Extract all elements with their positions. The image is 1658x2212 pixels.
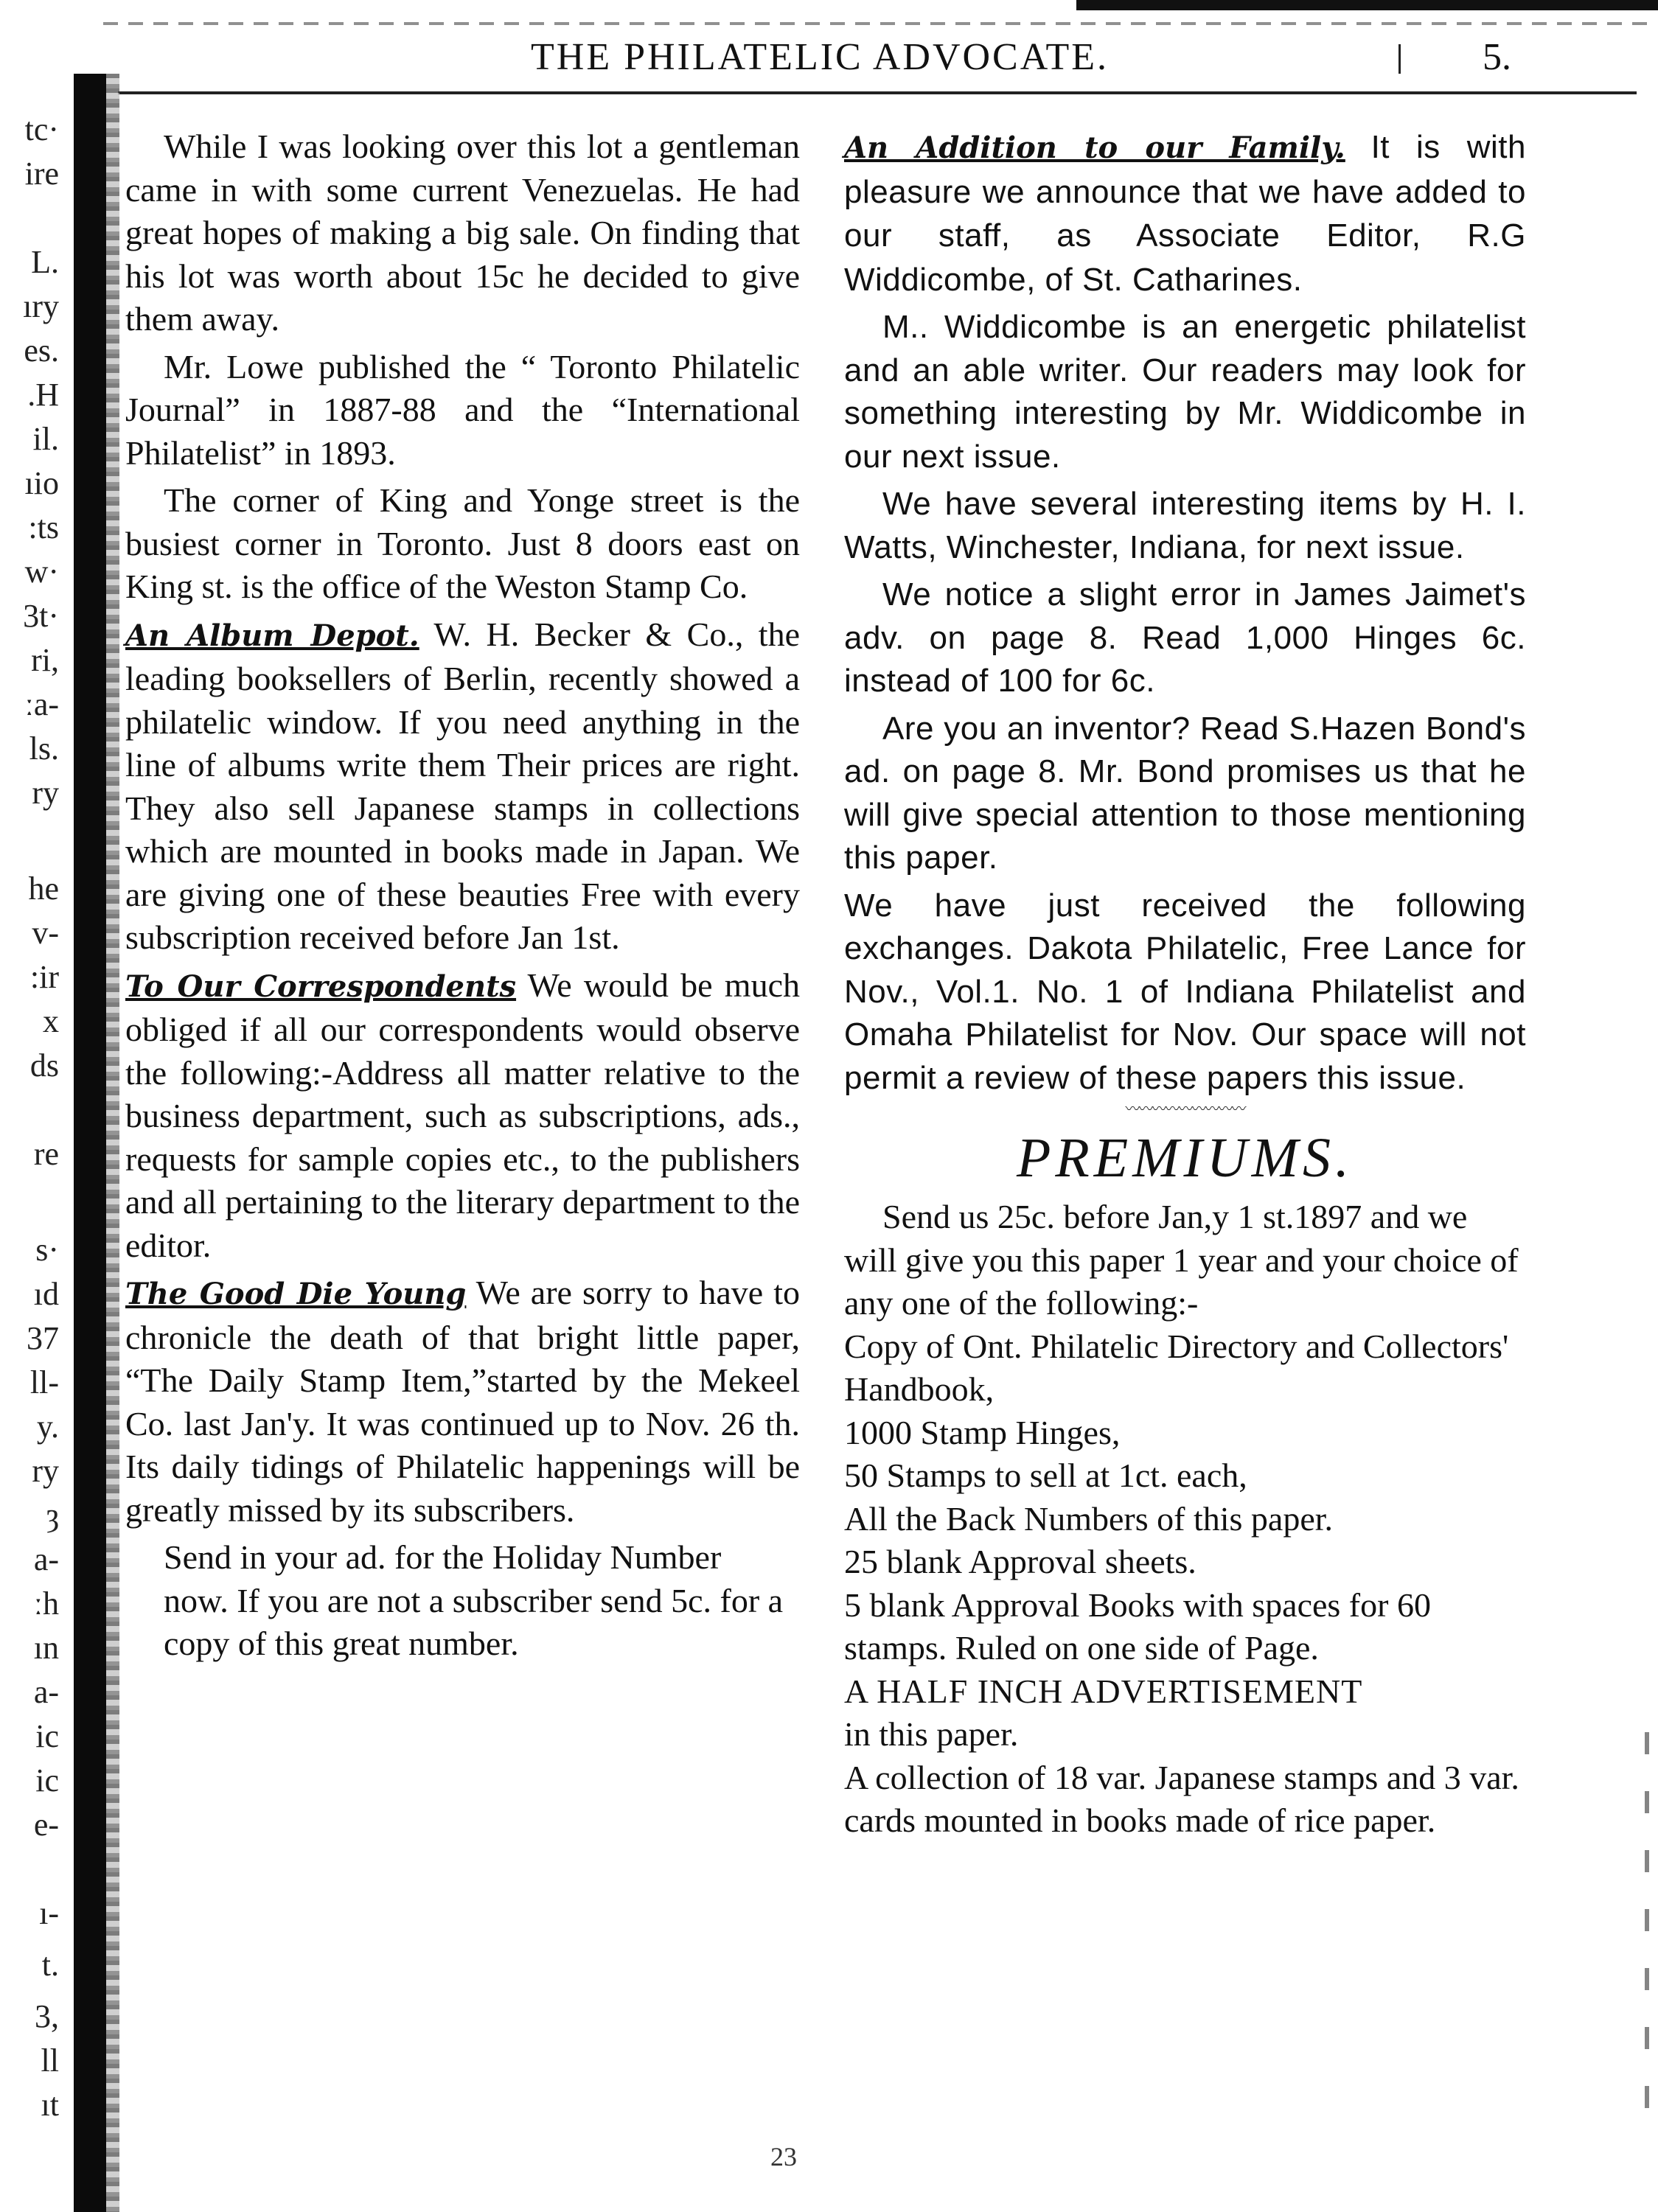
gutter-fragment: e-: [33, 1807, 59, 1843]
gutter-fragment: s·: [35, 1232, 59, 1268]
sidehead-addition: An Addition to our Family.: [844, 130, 1345, 165]
gutter-fragment: ll-: [29, 1364, 59, 1400]
gutter-fragment: :ir: [29, 959, 59, 995]
gutter-fragment: x: [43, 1003, 59, 1039]
gutter-fragment: il.: [32, 421, 59, 457]
gutter-fragment: re: [33, 1136, 59, 1172]
gutter-fragment: ic: [35, 1762, 59, 1798]
premium-item: Copy of Ont. Philatelic Directory and Collectors' Handbook,: [844, 1327, 1509, 1408]
premium-item: 50 Stamps to sell at 1ct. each,: [844, 1456, 1247, 1494]
item-good-die-young: [125, 1271, 800, 1532]
gutter-fragment: v-: [32, 915, 59, 951]
good-die-young-text: We are sorry to have to chronicle the death of that bright little paper, “The Daily Stamp Item,”started by the Mekeel Co. last Jan'y. It was continued up to Nov. 26 th. Its daily tidings of Philatelic happenings will be greatly missed by its subscribers.: [125, 1274, 800, 1529]
gutter-fragment: :ts: [28, 509, 59, 545]
gutter-fragment: t.: [41, 1947, 59, 1983]
gutter-fragment: ıd: [33, 1276, 59, 1312]
gutter-fragment: ıio: [24, 465, 59, 501]
premiums-intro: Send us 25c. before Jan,y 1 st.1897 and we will give you this paper 1 year and your choice of any one of the following:-: [844, 1198, 1519, 1322]
gutter-fragment: 3t·: [23, 598, 59, 634]
left-column: [125, 125, 800, 1670]
paragraph-inventor: Are you an inventor? Read S.Hazen Bond's ad. on page 8. Mr. Bond promises us that he will give special attention to those mentioning this paper.: [844, 710, 1526, 876]
album-depot-text: W. H. Becker & Co., the leading booksellers of Berlin, recently showed a philatelic window. If you need anything in the line of albums write them Their prices are right. They also sell Japanese stamps in collections which are mounted in books made in Japan. We are giving one of these beauties Free with every subscription received before Jan 1st.: [125, 615, 801, 956]
sidehead-correspondents: To Our Correspondents: [125, 969, 517, 1004]
footer-mark: 23: [770, 2142, 797, 2171]
gutter-fragment: 37: [27, 1320, 59, 1356]
item-album-depot: [125, 613, 800, 960]
page-header: [118, 35, 1637, 102]
item-correspondents: [125, 964, 800, 1268]
holiday-notice: Send in your ad. for the Holiday Number now. If you are not a subscriber send 5c. for a copy of this great number.: [164, 1538, 784, 1662]
header-rule: [118, 91, 1637, 94]
correspondents-text: We would be much obliged if all our correspondents would observe the following:-Address all matter relative to the business department, such as subscriptions, ads., requests for sample copies etc., to the publishers and all pertaining to the literary department to the editor.: [125, 966, 800, 1264]
gutter-fragment: ry: [32, 1453, 59, 1489]
premium-item: 25 blank Approval sheets.: [844, 1543, 1197, 1580]
gutter-fragment: ls.: [29, 730, 59, 767]
sidehead-album-depot: An Album Depot.: [125, 618, 419, 653]
premiums-heading: PREMIUMS.: [1016, 1127, 1354, 1189]
gutter-fragment: ıt: [41, 2087, 59, 2123]
gutter-fragment: L.: [31, 244, 59, 280]
premium-item-last: A collection of 18 var. Japanese stamps and 3 var. cards mounted in books made of rice paper.: [844, 1758, 1519, 1839]
gutter-fragment: ın: [33, 1630, 59, 1666]
paragraph-lowe: Mr. Lowe published the “ Toronto Philatelic Journal” in 1887-88 and the “International Philatelist” in 1893.: [125, 347, 800, 472]
gutter-fragment: ry: [32, 775, 59, 811]
item-addition: [844, 125, 1526, 301]
top-dotted-rule: [103, 22, 1651, 25]
gutter-fragment: tc·: [24, 111, 59, 147]
binding-edge: [74, 74, 106, 2212]
gutter-fragment: ıry: [23, 288, 59, 324]
gutter-fragment: a-: [33, 1541, 59, 1577]
page-number: 5.: [1483, 36, 1511, 78]
right-column: [844, 125, 1526, 1843]
sidehead-good-die-young: The Good Die Young: [125, 1277, 467, 1311]
gutter-fragment: .H: [27, 377, 59, 413]
premiums-section: [844, 1125, 1526, 1843]
premium-half-inch-ad-tail: in this paper.: [844, 1715, 1019, 1753]
paragraph-watts: We have several interesting items by H. I. Watts, Winchester, Indiana, for next issue.: [844, 486, 1526, 565]
paragraph-king-yonge: The corner of King and Yonge street is the busiest corner in Toronto. Just 8 doors east on King st. is the office of the Weston Stamp Co.: [125, 481, 800, 605]
gutter-fragment: ːh: [33, 1585, 59, 1622]
paragraph-widdicombe: M.. Widdicombe is an energetic philatelist and an able writer. Our readers may look for something interesting by Mr. Widdicombe in our next issue.: [844, 309, 1526, 475]
paragraph-exchanges: We have just received the following exchanges. Dakota Philatelic, Free Lance for Nov., Vol.1. No. 1 of Indiana Philatelist and Omaha Philatelist for Nov. Our space will not permit a review of these papers this issue.: [844, 887, 1526, 1096]
top-rule: [1076, 0, 1658, 10]
gutter-fragment: w·: [24, 554, 59, 590]
gutter-fragment: he: [28, 871, 59, 907]
gutter-fragment: ire: [24, 156, 59, 192]
paragraph-venezuelas: While I was looking over this lot a gentleman came in with some current Venezuelas. He had great hopes of making a big sale. On finding that his lot was worth about 15c he decided to give them away.: [125, 128, 800, 338]
right-edge-marks: [1645, 1732, 1649, 2145]
gutter-fragment: ri,: [31, 642, 59, 678]
header-tick: [1398, 44, 1401, 74]
squiggle-divider: 〰〰〰〰〰〰〰〰〰: [1125, 1101, 1245, 1117]
premium-item: 1000 Stamp Hinges,: [844, 1413, 1121, 1451]
publication-title: THE PHILATELIC ADVOCATE.: [531, 36, 1110, 78]
paragraph-error: We notice a slight error in James Jaimet's adv. on page 8. Read 1,000 Hinges 6c. instead of 100 for 6c.: [844, 576, 1526, 699]
gutter-fragment: ːa-: [24, 686, 59, 722]
gutter-fragment: es.: [24, 332, 59, 369]
premium-half-inch-ad: A HALF INCH ADVERTISEMENT: [844, 1672, 1363, 1710]
premium-item: All the Back Numbers of this paper.: [844, 1499, 1334, 1538]
gutter-fragment: y.: [36, 1409, 59, 1445]
gutter-fragment: ı-: [39, 1895, 59, 1931]
gutter-fragment: ic: [35, 1718, 59, 1754]
gutter-fragment: a-: [33, 1674, 59, 1710]
gutter-fragment: ȝ: [46, 1497, 59, 1533]
gutter-fragment: ds: [29, 1047, 59, 1084]
gutter-fragment: ll: [41, 2042, 59, 2079]
premium-item: 5 blank Approval Books with spaces for 60 stamps. Ruled on one side of Page.: [844, 1585, 1431, 1667]
gutter-fragment: 3,: [35, 1998, 59, 2034]
addition-text: It is with pleasure we announce that we have added to our staff, as Associate Editor, R.G Widdicombe, of St. Catharines.: [844, 129, 1526, 298]
